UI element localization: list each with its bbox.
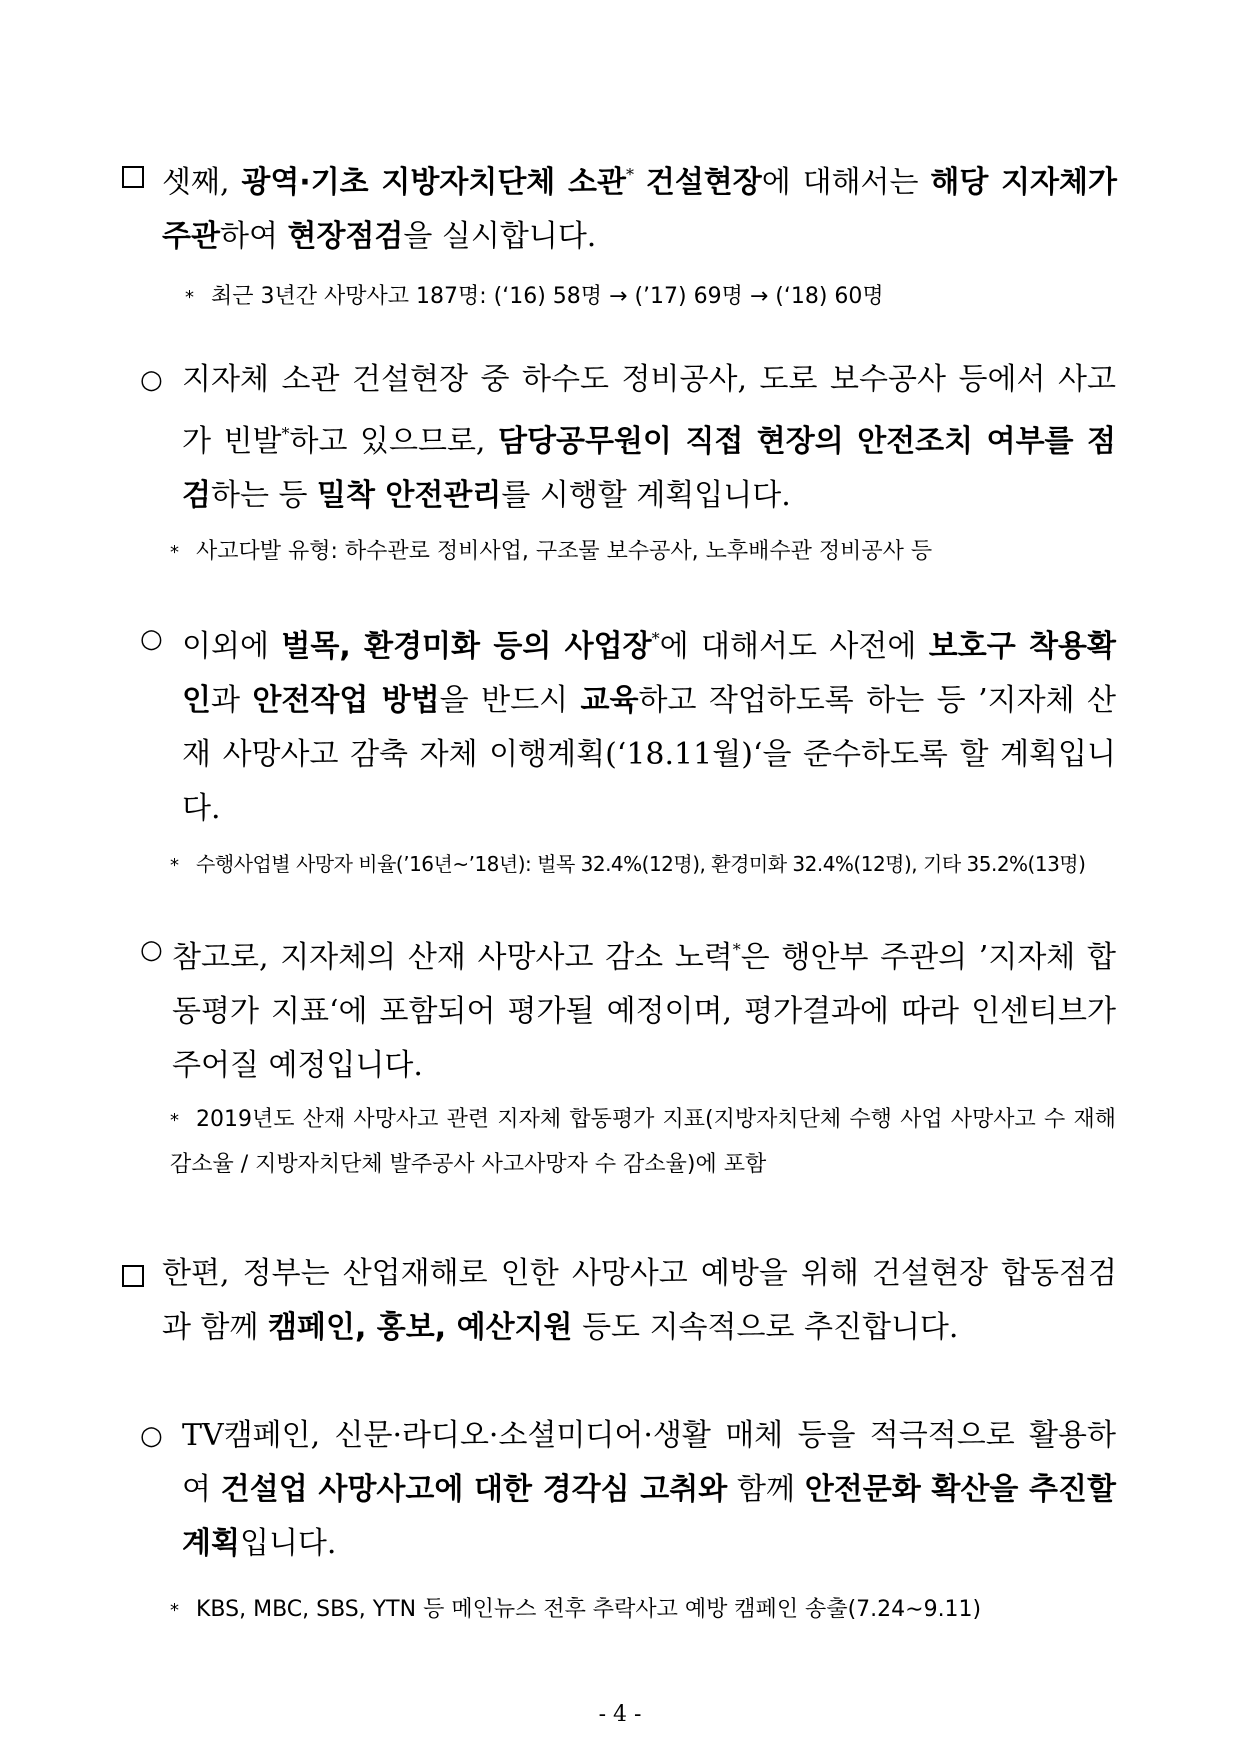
- footnote-mark: *: [281, 424, 290, 443]
- text-bold: 건설업 사망사고에 대한 경각심 고취와: [220, 1472, 728, 1507]
- text: 은 행안부 주관의 ’지자체 합동평가 지표‘에 포함되어 평가될 예정이며, 평가결과에 따라 인센티브가 주어질 예정입니다.: [172, 940, 1116, 1083]
- section-1-paragraph: [162, 148, 1117, 264]
- note-star-icon: *: [170, 542, 179, 563]
- text-bold: 광역·기초 지방자치단체 소관: [241, 165, 626, 200]
- bullet-1-note: [170, 530, 1116, 575]
- bullet-circle-icon: ○: [140, 365, 163, 395]
- bullet-circle-icon: ○: [140, 935, 163, 965]
- text-bold: 건설현장: [645, 165, 762, 200]
- text: 함께: [727, 1472, 805, 1507]
- text: 하고 작업하도록 하는 등 ’지자체 산재 사망사고 감축 자체 이행계획(‘18.11월)‘을 준수하도록 할 계획입니다.: [182, 683, 1116, 826]
- text-bold: 해당 지자체가 주관: [162, 165, 1117, 254]
- note-text: 2019년도 산재 사망사고 관련 지자체 합동평가 지표(지방자치단체 수행 사업 사망사고 수 재해 감소율 / 지방자치단체 발주공사 사고사망자 수 감소율)에 포함: [170, 1107, 1116, 1177]
- text: 하는 등: [210, 478, 317, 513]
- section-box-icon: [122, 166, 144, 188]
- text-bold: 밀착 안전관리: [317, 478, 502, 513]
- text: 에 대해서도 사전에: [659, 629, 929, 664]
- section-box-icon: [122, 1265, 144, 1287]
- text-bold: 담당공무원이 직접 현장의 안전조치 여부를 점검: [182, 424, 1116, 513]
- note-text: 최근 3년간 사망사고 187명: (‘16) 58명 → (’17) 69명 → (‘18) 60명: [211, 284, 884, 309]
- note-star-icon: *: [170, 1110, 179, 1131]
- text: 셋째,: [162, 165, 242, 200]
- text: 을 실시합니다.: [403, 219, 597, 254]
- bullet-3-note: [170, 1098, 1116, 1187]
- bullet-circle-icon: ○: [140, 1421, 163, 1451]
- bullet-1-paragraph: [182, 353, 1116, 523]
- text: 참고로, 지자체의 산재 사망사고 감소 노력: [172, 940, 733, 975]
- page-number: - 4 -: [598, 1702, 642, 1727]
- note-text: KBS, MBC, SBS, YTN 등 메인뉴스 전후 추락사고 예방 캠페인 송출(7.24∼9.11): [196, 1597, 982, 1622]
- text-bold: 현장점검: [287, 219, 404, 254]
- text-bold: 안전작업 방법: [252, 683, 440, 718]
- text-bold: 안전문화 확산을 추진할 계획: [182, 1472, 1116, 1561]
- section-2-paragraph: [162, 1247, 1117, 1355]
- text: 를 시행할 계획입니다.: [501, 478, 791, 513]
- text: 입니다.: [239, 1526, 337, 1561]
- note-star-icon: *: [185, 287, 194, 308]
- text: 등도 지속적으로 추진합니다.: [572, 1310, 959, 1345]
- text-bold: 보호구 착용확인: [182, 629, 1116, 718]
- bullet-3-paragraph: [172, 923, 1116, 1093]
- section-1-note: [185, 275, 1115, 320]
- text: 한편, 정부는 산업재해로 인한 사망사고 예방을 위해 건설현장 합동점검과 함께: [162, 1256, 1117, 1345]
- text: 에 대해서는: [761, 165, 931, 200]
- bullet-circle-icon: ○: [140, 624, 163, 654]
- bullet-2-note: [170, 842, 1116, 888]
- text: 을 반드시: [439, 683, 581, 718]
- footnote-mark: *: [651, 629, 660, 648]
- bullet-4-paragraph: [182, 1409, 1116, 1571]
- text: 이외에: [182, 629, 282, 664]
- footnote-mark: *: [732, 940, 741, 959]
- text: 지자체 소관 건설현장 중 하수도 정비공사, 도로 보수공사 등에서 사고가 빈발: [182, 362, 1116, 459]
- text-bold: 벌목, 환경미화 등의 사업장: [281, 629, 652, 664]
- note-text: 사고다발 유형: 하수관로 정비사업, 구조물 보수공사, 노후배수관 정비공사 등: [196, 539, 933, 564]
- text: TV캠페인, 신문·라디오·소셜미디어·생활 매체 등을 적극적으로 활용하여: [182, 1418, 1116, 1507]
- text-bold: 캠페인, 홍보, 예산지원: [268, 1310, 573, 1345]
- note-text: 수행사업별 사망자 비율(’16년~’18년): 벌목 32.4%(12명), 환경미화 32.4%(12명), 기타 35.2%(13명): [196, 852, 1086, 876]
- bullet-4-note: [170, 1588, 1116, 1633]
- bullet-2-paragraph: [182, 612, 1116, 836]
- note-star-icon: *: [170, 855, 179, 876]
- text: 하여: [219, 219, 288, 254]
- text: 하고 있으므로,: [289, 424, 499, 459]
- text-bold: 교육: [580, 683, 639, 718]
- footnote-mark: *: [626, 165, 634, 184]
- text: 과: [210, 683, 253, 718]
- text: [634, 165, 646, 200]
- note-star-icon: *: [170, 1600, 179, 1621]
